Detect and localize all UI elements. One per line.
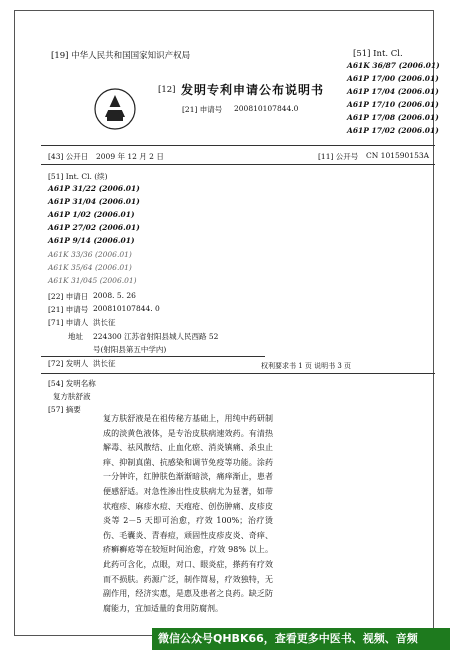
int-cl-right-4: A61P 17/08 (2006.01) — [347, 113, 439, 122]
divider-pub — [41, 164, 435, 165]
claims-info: 权利要求书 1 页 说明书 3 页 — [261, 362, 352, 370]
abstract-label: [57] 摘要 — [48, 405, 81, 414]
pub-no: CN 101590153A — [366, 151, 430, 160]
int-cl-cont-1: A61P 31/04 (2006.01) — [48, 197, 140, 206]
patent-office-logo-icon — [93, 87, 137, 131]
int-cl-cont-3: A61P 27/02 (2006.01) — [48, 223, 140, 232]
biblio-app-no-label: [21] 申请号 — [48, 305, 89, 314]
address-line-2: 号(射阳县第五中学内) — [93, 345, 167, 354]
int-cl-right-5: A61P 17/02 (2006.01) — [347, 126, 439, 135]
divider-abstract — [41, 373, 435, 374]
pub-date: 2009 年 12 月 2 日 — [96, 152, 164, 161]
inventor-label: [72] 发明人 — [48, 359, 89, 368]
wechat-banner[interactable]: 微信公众号QHBK66，查看更多中医书、视频、音频 — [152, 628, 450, 650]
abstract-text: 复方肤舒液是在祖传秘方基础上，用纯中药研制成的淡黄色液体，是专治皮肤病速效药。有清热解毒、祛风散结、止血化瘀、消炎镇痛、杀虫止痒、抑制真菌、抗感染和调节免疫等功能。涂药一分钟许，红肿肤色渐渐暗淡，痛痒渐止，患者便感舒适。对急性渗出性皮肤病尤为显著，如带状疱疹、麻疹水痘、天疱疮、创伤肿痛、皮疹皮炎等 2－5 天即可治愈，疗效 100%；治疗烫伤、毛囊炎、青春痘，顽固性皮疹皮炎、奇痒、疥癣癣疮等在较短时间治愈，疗效 98% 以上。此药可含化，点眼，对口、眼炎症，搽药有疗效而不损肤。药源广泛，制作简易，疗效独特，无副作用，经济实惠，是惠及患者之良药。缺乏防腐能力，宜加适量的食用防腐剂。 — [103, 414, 273, 613]
doc-type-title: 发明专利申请公布说明书 — [181, 83, 325, 97]
applicant-label: [71] 申请人 — [48, 318, 89, 327]
invention-title: 复方肤舒液 — [53, 392, 91, 401]
int-cl-right-0: A61K 36/87 (2006.01) — [347, 61, 440, 70]
filing-date-label: [22] 申请日 — [48, 292, 89, 301]
int-cl-cont-6: A61K 35/64 (2006.01) — [48, 263, 132, 272]
int-cl-right-2: A61P 17/04 (2006.01) — [347, 87, 439, 96]
int-cl-cont-2: A61P 1/02 (2006.01) — [48, 210, 135, 219]
biblio-app-no: 200810107844. 0 — [93, 304, 160, 313]
address-line-1: 224300 江苏省射阳县城人民西路 52 — [93, 332, 219, 341]
int-cl-cont-label: [51] Int. Cl. (续) — [48, 172, 108, 181]
pub-no-label: [11] 公开号 — [318, 152, 359, 161]
address-label: 地址 — [68, 332, 83, 341]
applicant: 洪长征 — [93, 318, 116, 327]
document-page — [14, 10, 440, 636]
divider-top — [41, 145, 435, 146]
pub-date-label: [43] 公开日 — [48, 152, 89, 161]
int-cl-cont-5: A61K 33/36 (2006.01) — [48, 250, 132, 259]
int-cl-header: [51] Int. Cl. — [353, 49, 403, 59]
int-cl-right-3: A61P 17/10 (2006.01) — [347, 100, 439, 109]
int-cl-cont-7: A61K 31/045 (2006.01) — [48, 276, 137, 285]
int-cl-cont-4: A61P 9/14 (2006.01) — [48, 236, 135, 245]
int-cl-cont-0: A61P 31/22 (2006.01) — [48, 184, 140, 193]
doc-type-code: [12] — [158, 85, 176, 95]
title-label: [54] 发明名称 — [48, 379, 96, 388]
app-no-label: [21] 申请号 — [182, 105, 223, 114]
filing-date: 2008. 5. 26 — [93, 291, 136, 300]
app-no: 200810107844.0 — [234, 104, 299, 113]
int-cl-right-1: A61P 17/00 (2006.01) — [347, 74, 439, 83]
divider-inventor — [41, 356, 265, 357]
office-name: [19] 中华人民共和国国家知识产权局 — [51, 51, 191, 61]
inventor: 洪长征 — [93, 359, 116, 368]
